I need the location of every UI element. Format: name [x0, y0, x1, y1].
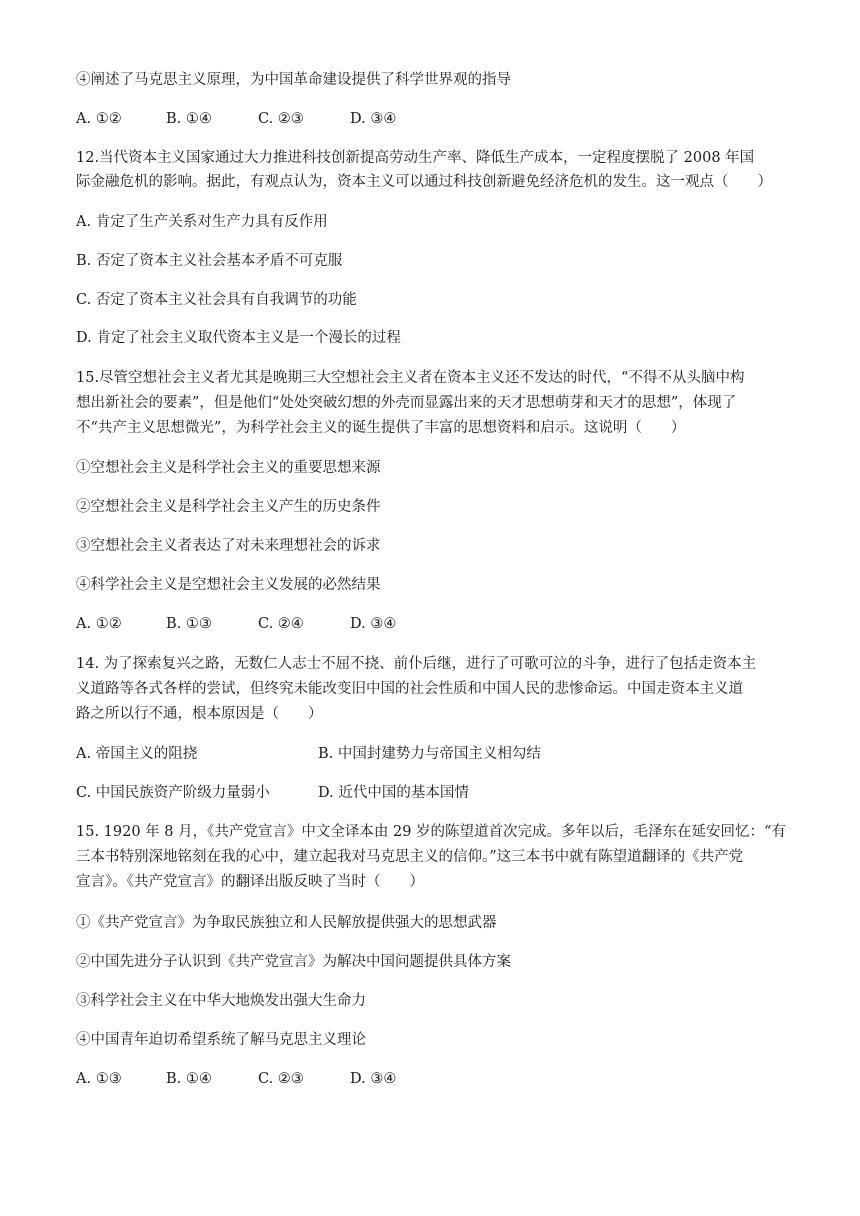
q11-option-d: D. ③④ [350, 111, 397, 127]
q14-option-a: A. 帝国主义的阻挠 [76, 746, 198, 762]
q12-option-c: C. 否定了资本主义社会具有自我调节的功能 [76, 292, 357, 308]
q14-option-d: D. 近代中国的基本国情 [318, 785, 469, 801]
q12-stem-line-1: 12.当代资本主义国家通过大力推进科技创新提高劳动生产率、降低生产成本，一定程度摆脱了 2008 年国 [76, 150, 755, 166]
q15a-option-a: A. ①② [76, 616, 122, 632]
q15a-option-b: B. ①③ [166, 616, 212, 632]
q15b-statement-2: ②中国先进分子认识到《共产党宣言》为解决中国问题提供具体方案 [76, 954, 511, 970]
q12-option-a: A. 肯定了生产关系对生产力具有反作用 [76, 214, 328, 230]
q11-option-c: C. ②③ [258, 111, 304, 127]
q12-option-d: D. 肯定了社会主义取代资本主义是一个漫长的过程 [76, 330, 401, 346]
q15a-statement-3: ③空想社会主义者表达了对未来理想社会的诉求 [76, 538, 381, 554]
q11-option-a: A. ①② [76, 111, 122, 127]
q15b-option-c: C. ②③ [258, 1071, 304, 1087]
q15b-statement-4: ④中国青年迫切希望系统了解马克思主义理论 [76, 1032, 366, 1048]
q15b-stem-line-1: 15. 1920 年 8 月，《共产党宣言》中文全译本由 29 岁的陈望道首次完成。多年以后，毛泽东在延安回忆：“有 [76, 824, 786, 840]
q12-option-b: B. 否定了资本主义社会基本矛盾不可克服 [76, 253, 343, 269]
q15b-option-b: B. ①④ [166, 1071, 212, 1087]
q15b-stem-line-2: 三本书特别深地铭刻在我的心中，建立起我对马克思主义的信仰。”这三本书中就有陈望道翻译的《共产党 [76, 849, 744, 865]
q15a-statement-2: ②空想社会主义是科学社会主义产生的历史条件 [76, 499, 381, 515]
q15a-stem-line-1: 15.尽管空想社会主义者尤其是晚期三大空想社会主义者在资本主义还不发达的时代，“不得不从头脑中构 [76, 370, 745, 386]
q15a-statement-1: ①空想社会主义是科学社会主义的重要思想来源 [76, 460, 381, 476]
q14-stem-line-2: 义道路等各式各样的尝试，但终究未能改变旧中国的社会性质和中国人民的悲惨命运。中国走资本主义道 [76, 681, 743, 697]
q15b-statement-3: ③科学社会主义在中华大地焕发出强大生命力 [76, 993, 366, 1009]
q15a-option-d: D. ③④ [350, 616, 397, 632]
q15a-statement-4: ④科学社会主义是空想社会主义发展的必然结果 [76, 577, 381, 593]
q11-option-b: B. ①④ [166, 111, 212, 127]
q12-stem-line-2: 际金融危机的影响。据此，有观点认为，资本主义可以通过科技创新避免经济危机的发生。这一观点（ ） [76, 174, 772, 190]
q15a-stem-line-3: 不“共产主义思想微光”，为科学社会主义的诞生提供了丰富的思想资料和启示。这说明（ ） [76, 420, 686, 436]
q15b-option-d: D. ③④ [350, 1071, 397, 1087]
q14-option-c: C. 中国民族资产阶级力量弱小 [76, 785, 270, 801]
q15a-option-c: C. ②④ [258, 616, 304, 632]
q14-stem-line-3: 路之所以行不通，根本原因是（ ） [76, 706, 323, 722]
q14-option-b: B. 中国封建势力与帝国主义相勾结 [318, 746, 541, 762]
q15b-option-a: A. ①③ [76, 1071, 122, 1087]
q15b-statement-1: ①《共产党宣言》为争取民族独立和人民解放提供强大的思想武器 [76, 915, 497, 931]
q14-stem-line-1: 14. 为了探索复兴之路，无数仁人志士不屈不挠、前仆后继，进行了可歌可泣的斗争，进行了包括走资本主 [76, 656, 757, 672]
q11-statement-4: ④阐述了马克思主义原理，为中国革命建设提供了科学世界观的指导 [76, 72, 511, 88]
q15a-stem-line-2: 想出新社会的要素”，但是他们“处处突破幻想的外壳而显露出来的天才思想萌芽和天才的思想”，体现了 [76, 395, 737, 411]
q15b-stem-line-3: 宣言》。《共产党宣言》的翻译出版反映了当时（ ） [76, 874, 424, 890]
